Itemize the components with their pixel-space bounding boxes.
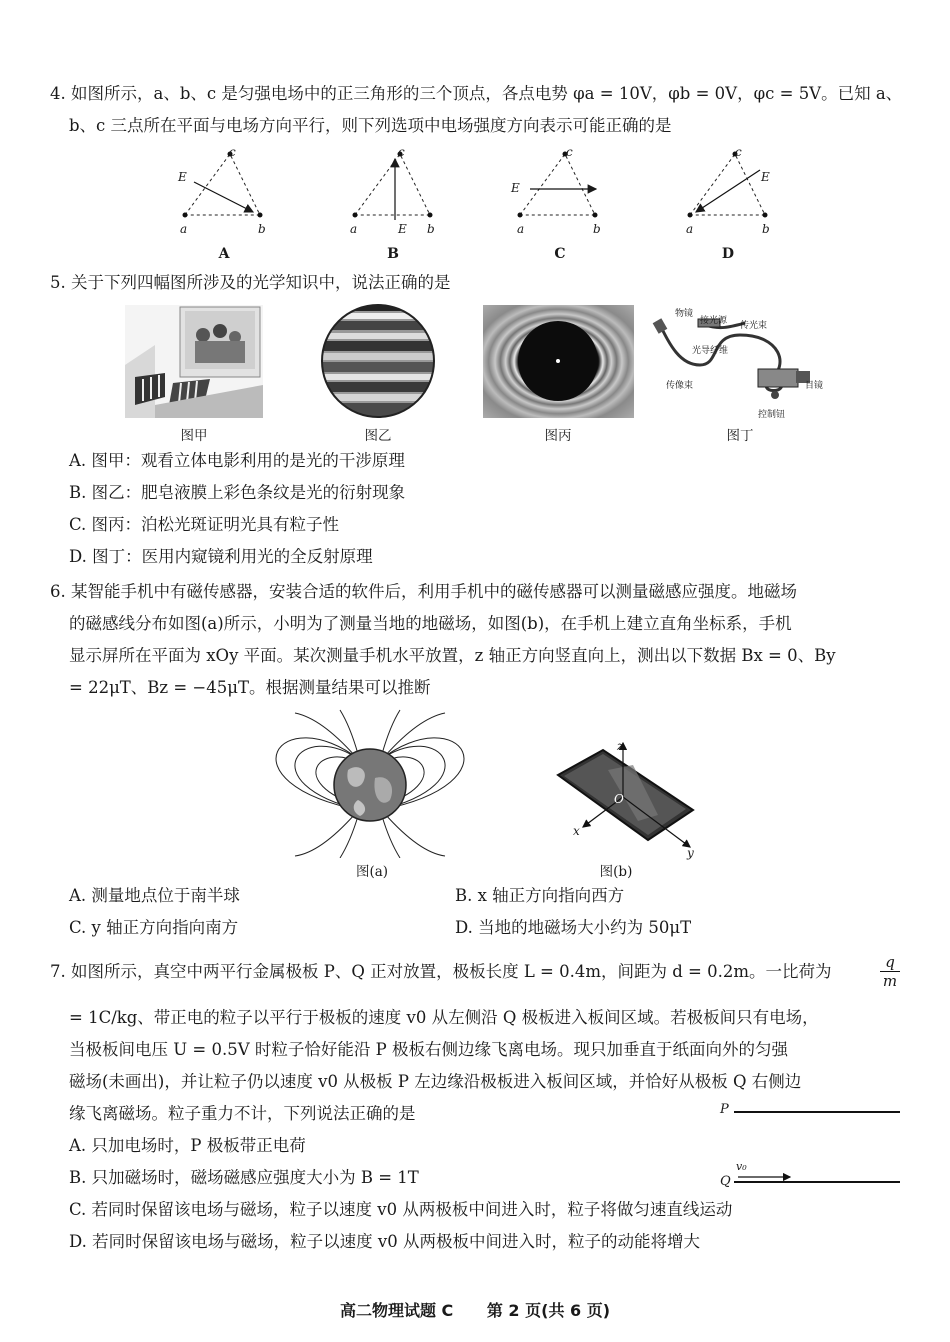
q4-option-d[interactable]: D [721, 246, 735, 262]
caption-jia: 图甲 [180, 428, 208, 444]
figure-jia-3d-cinema [125, 305, 263, 418]
q7-fraction [880, 953, 900, 990]
q6-choice-c[interactable]: C. y 轴正方向指向南方 [69, 918, 239, 937]
q4-figure-a [183, 152, 263, 218]
q6-choice-a[interactable]: A. 测量地点位于南半球 [69, 886, 240, 905]
q4-label-E: E [761, 170, 770, 184]
q4-label-b: b [593, 222, 601, 236]
endoscope-label-objective: 物镜 [675, 309, 694, 319]
q6-stem-line2: 的磁感线分布如图(a)所示，小明为了测量当地的地磁场，如图(b)，在手机上建立直角坐标系，手机 [69, 614, 792, 633]
q4-label-E: E [511, 181, 520, 195]
q4-label-b: b [762, 222, 770, 236]
q4-label-a: a [350, 222, 358, 236]
caption-fig-b: 图(b) [599, 864, 633, 880]
q4-label-c: c [566, 145, 573, 159]
q4-option-c[interactable]: C [554, 246, 566, 262]
q4-label-b: b [427, 222, 435, 236]
endoscope-label-light-bundle: 传光束 [740, 321, 768, 331]
figure-yi-soap-film [320, 303, 436, 419]
q6-stem-line1: 6. 某智能手机中有磁传感器，安装合适的软件后，利用手机中的磁传感器可以测量磁感应强度。地磁场 [50, 582, 797, 601]
caption-yi: 图乙 [364, 428, 392, 444]
q4-label-c: c [735, 145, 742, 159]
q7-stem-line3: 当极板间电压 U = 0.5V 时粒子恰好能沿 P 极板右侧边缘飞离电场。现只加垂直于纸面向外的匀强 [69, 1040, 788, 1059]
q7-choice-c[interactable]: C. 若同时保留该电场与磁场，粒子以速度 v0 从两极板中间进入时，粒子将做匀速直线运动 [69, 1200, 733, 1219]
q7-fraction-denominator: m [882, 972, 898, 990]
footer-page-number: 第 2 页(共 6 页) [486, 1301, 611, 1320]
q7-choice-d[interactable]: D. 若同时保留该电场与磁场，粒子以速度 v0 从两极板中间进入时，粒子的动能将增大 [69, 1232, 700, 1251]
q7-stem-line2: = 1C/kg、带正电的粒子以平行于极板的速度 v0 从左侧沿 Q 极板进入板间区域。若极板间只有电场， [69, 1008, 819, 1027]
caption-ding: 图丁 [726, 428, 754, 444]
q4-label-E: E [398, 222, 407, 236]
q5-choice-b[interactable]: B. 图乙：肥皂液膜上彩色条纹是光的衍射现象 [69, 483, 406, 502]
q5-choice-d[interactable]: D. 图丁：医用内窥镜利用光的全反射原理 [69, 547, 373, 566]
plate-label-P: P [720, 1102, 729, 1117]
q5-choice-a[interactable]: A. 图甲：观看立体电影利用的是光的干涉原理 [69, 451, 405, 470]
q5-choice-c[interactable]: C. 图丙：泊松光斑证明光具有粒子性 [69, 515, 340, 534]
q4-label-a: a [180, 222, 188, 236]
endoscope-label-light-source: 接光源 [700, 316, 728, 326]
q6-stem-line4: = 22μT、Bz = −45μT。根据测量结果可以推断 [69, 678, 431, 697]
q6-stem-line3: 显示屏所在平面为 xOy 平面。某次测量手机水平放置，z 轴正方向竖直向上，测出以下数据 Bx = 0、By [69, 646, 836, 665]
footer-title: 高二物理试题 C [339, 1301, 454, 1320]
q4-label-c: c [398, 145, 405, 159]
q4-label-a: a [517, 222, 525, 236]
q4-option-a[interactable]: A [218, 246, 230, 262]
q6-choice-b[interactable]: B. x 轴正方向指向西方 [455, 886, 625, 905]
q7-choice-a[interactable]: A. 只加电场时，P 极板带正电荷 [69, 1136, 306, 1155]
q4-figure-c [518, 152, 598, 218]
q4-triangle-figures [150, 142, 810, 267]
q4-figure-b [353, 152, 433, 221]
endoscope-label-image-bundle: 传像束 [666, 381, 694, 391]
figure-a-geomagnetic-field [240, 708, 500, 858]
q4-label-a: a [686, 222, 694, 236]
q7-stem-line4: 磁场(未画出)，并让粒子仍以速度 v0 从极板 P 左边缘沿极板进入板间区域，并恰好从极板 Q 右侧边 [69, 1072, 802, 1091]
axis-label-z: z [617, 739, 624, 753]
axis-label-O: O [614, 792, 624, 806]
q4-stem-line1: 4. 如图所示，a、b、c 是匀强电场中的正三角形的三个顶点，各点电势 φa = 10V，φb = 0V，φc = 5V。已知 a、 [50, 84, 903, 103]
q5-stem: 5. 关于下列四幅图所涉及的光学知识中，说法正确的是 [50, 273, 451, 292]
q4-label-E: E [178, 170, 187, 184]
caption-fig-a: 图(a) [355, 864, 389, 880]
axis-label-y: y [687, 846, 694, 860]
velocity-label-v0: v₀ [736, 1160, 747, 1173]
q7-choice-b[interactable]: B. 只加磁场时，磁场磁感应强度大小为 B = 1T [69, 1168, 419, 1187]
q4-option-b[interactable]: B [387, 246, 399, 262]
figure-b-phone-axes [548, 735, 718, 860]
endoscope-label-eyepiece: 目镜 [805, 381, 824, 391]
q4-label-b: b [258, 222, 266, 236]
q7-stem-line1: 7. 如图所示，真空中两平行金属极板 P、Q 正对放置，极板长度 L = 0.4m，间距为 d = 0.2m。一比荷为 [50, 962, 832, 981]
page-footer [0, 1298, 950, 1321]
figure-bing-poisson-spot [483, 305, 634, 418]
q4-stem-line2: b、c 三点所在平面与电场方向平行，则下列选项中电场强度方向表示可能正确的是 [69, 116, 672, 135]
caption-bing: 图丙 [544, 428, 572, 444]
axis-label-x: x [573, 824, 580, 838]
q7-stem-line5: 缘飞离磁场。粒子重力不计，下列说法正确的是 [69, 1104, 416, 1123]
q7-fraction-numerator: q [880, 953, 900, 972]
endoscope-label-control-knob: 控制钮 [758, 410, 786, 420]
q4-figure-d [688, 152, 768, 218]
q6-choice-d[interactable]: D. 当地的地磁场大小约为 50μT [455, 918, 692, 937]
plate-label-Q: Q [720, 1174, 731, 1189]
q7-plates-diagram [718, 1100, 903, 1195]
q4-label-c: c [229, 145, 236, 159]
endoscope-label-optical-fiber: 光导纤维 [692, 346, 729, 356]
